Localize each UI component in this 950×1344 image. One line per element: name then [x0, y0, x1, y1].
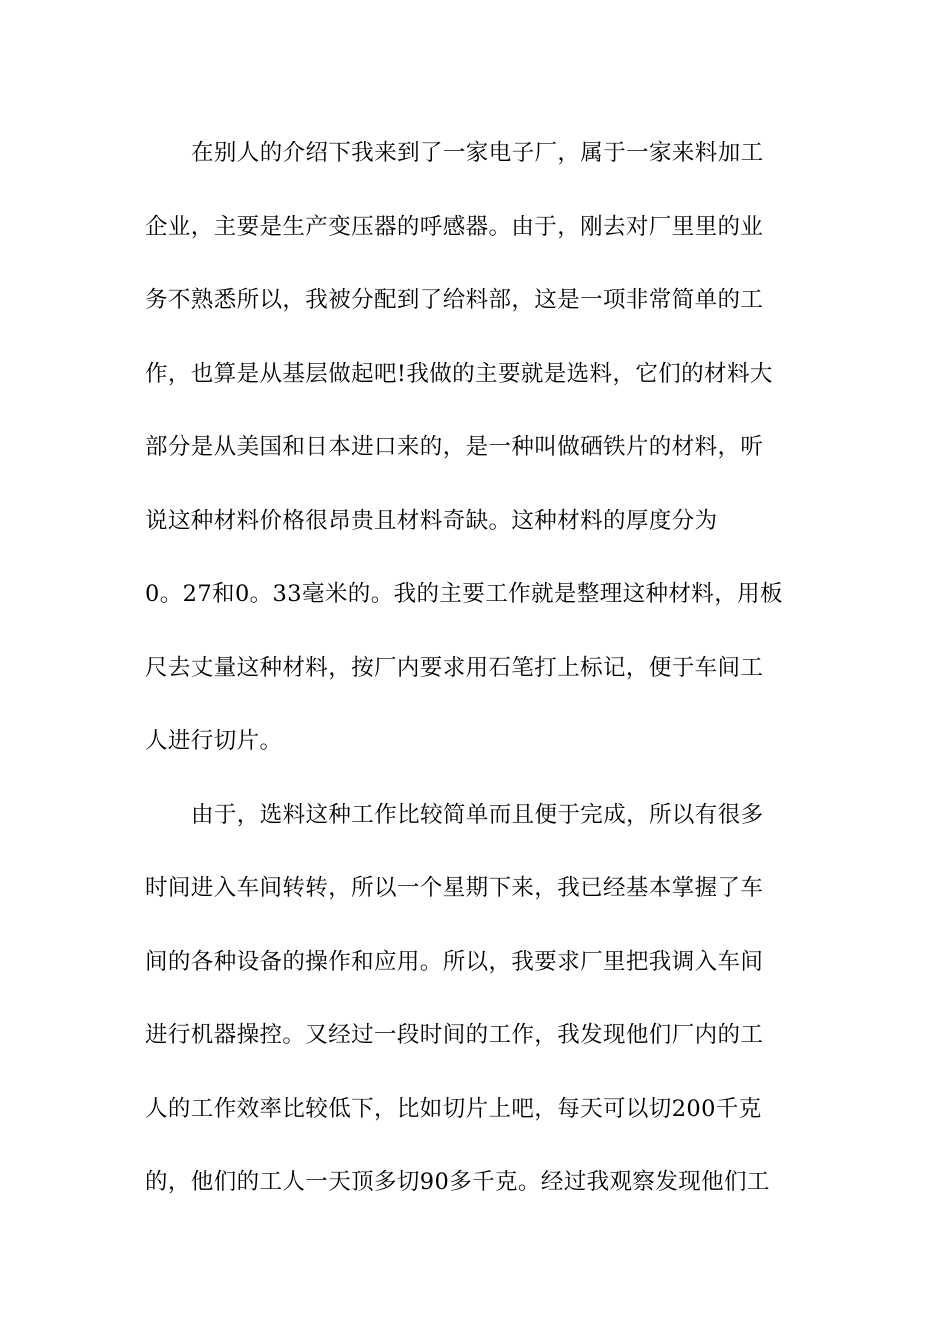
paragraph-1-line-9: 人进行切片。 — [145, 728, 283, 754]
paragraph-1-line-6: 说这种材料价格很昂贵且材料奇缺。这种材料的厚度分为 — [145, 507, 718, 534]
paragraph-1-line-1: 在别人的介绍下我来到了一家电子厂，属于一家来料加工 — [191, 140, 764, 166]
paragraph-2-line-3: 间的各种设备的操作和应用。所以，我要求厂里把我调入车间 — [145, 948, 764, 975]
paragraph-2-line-6: 的，他们的工人一天顶多切90多千克。经过我观察发现他们工 — [145, 1169, 770, 1195]
body-text — [145, 126, 810, 1229]
paragraph-1-line-3: 务不熟悉所以，我被分配到了给料部，这是一项非常简单的工 — [145, 287, 764, 313]
paragraph-1-line-5: 部分是从美国和日本进口来的，是一种叫做硒铁片的材料，听 — [145, 434, 764, 460]
paragraph-1-line-7: 0。27和0。33毫米的。我的主要工作就是整理这种材料，用板 — [145, 581, 783, 607]
paragraph-2-line-4: 进行机器操控。又经过一段时间的工作，我发现他们厂内的工 — [145, 1022, 764, 1048]
paragraph-1-line-8: 尺去丈量这种材料，按厂内要求用石笔打上标记，便于车间工 — [145, 654, 764, 681]
paragraph-2-line-5: 人的工作效率比较低下，比如切片上吧，每天可以切200千克 — [145, 1095, 762, 1122]
paragraph-1-line-4: 作，也算是从基层做起吧!我做的主要就是选料，它们的材料大 — [145, 360, 773, 387]
paragraph-2-line-1: 由于，选料这种工作比较简单而且便于完成，所以有很多 — [191, 801, 764, 828]
paragraph-1-line-2: 企业，主要是生产变压器的呼感器。由于，刚去对厂里里的业 — [145, 213, 764, 240]
paragraph-2-line-2: 时间进入车间转转，所以一个星期下来，我已经基本掌握了车 — [145, 875, 764, 901]
